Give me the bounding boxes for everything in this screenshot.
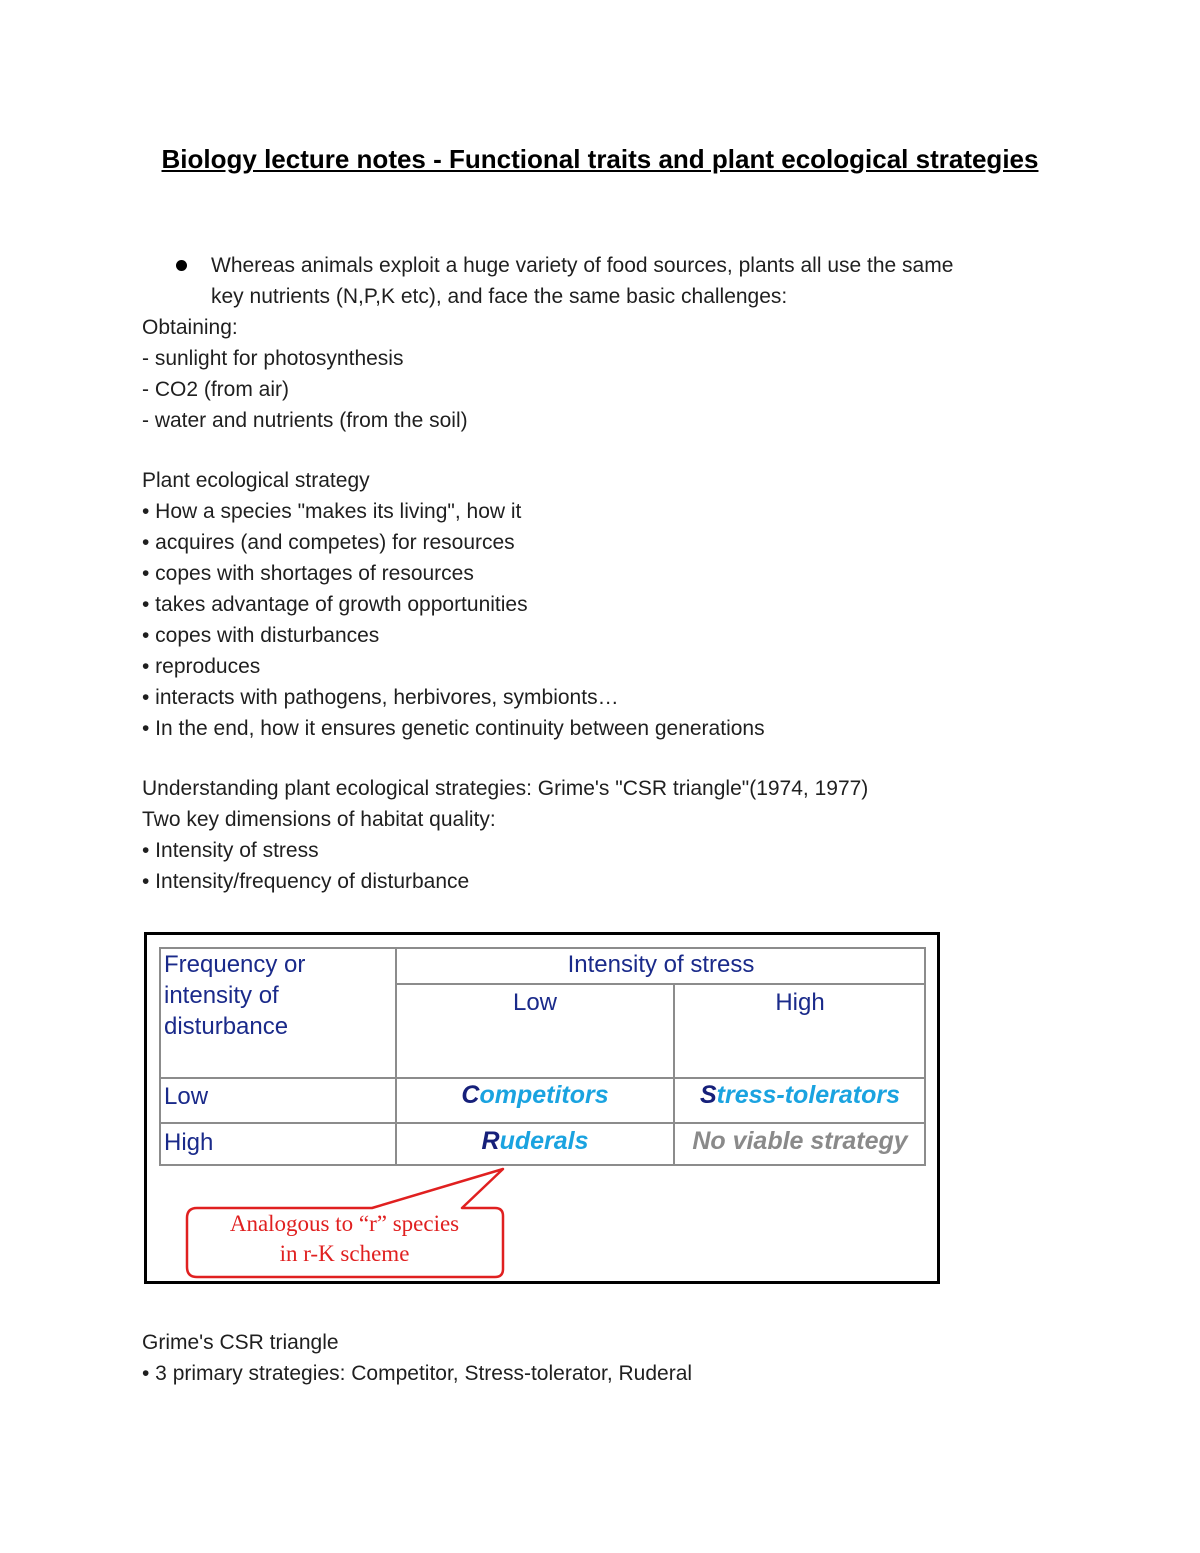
- stress-tolerators-initial: S: [699, 1081, 717, 1109]
- strategy-item: • reproduces: [142, 655, 261, 678]
- row-label-low: Low: [164, 1083, 209, 1110]
- bullet-icon: [176, 260, 187, 271]
- strategy-item: • acquires (and competes) for resources: [142, 531, 515, 554]
- obtaining-heading: Obtaining:: [142, 316, 238, 339]
- obtaining-item: - water and nutrients (from the soil): [142, 409, 468, 432]
- csr-item: • Intensity of stress: [142, 839, 319, 862]
- page-title: Biology lecture notes - Functional traits and plant ecological strategies: [161, 144, 1039, 174]
- strategy-item: • How a species "makes its living", how it: [142, 500, 522, 523]
- no-viable-strategy-cell: No viable strategy: [692, 1127, 908, 1155]
- row-header-line: intensity of: [164, 982, 279, 1009]
- competitors-initial: C: [461, 1081, 480, 1109]
- row-header-line: disturbance: [164, 1013, 289, 1040]
- csr-table-figure: [144, 932, 940, 1284]
- strategy-item: • copes with shortages of resources: [142, 562, 474, 585]
- intro-line-1: Whereas animals exploit a huge variety of food sources, plants all use the same: [211, 254, 954, 277]
- obtaining-item: - sunlight for photosynthesis: [142, 347, 404, 370]
- strategy-item: • takes advantage of growth opportunities: [142, 593, 528, 616]
- callout-line: in r-K scheme: [279, 1241, 410, 1266]
- grime-heading: Grime's CSR triangle: [142, 1331, 339, 1354]
- strategy-item: • In the end, how it ensures genetic continuity between generations: [142, 717, 765, 740]
- csr-heading: Understanding plant ecological strategies: Grime's "CSR triangle"(1974, 1977): [142, 777, 869, 800]
- callout-text: [187, 1209, 502, 1269]
- obtaining-item: - CO2 (from air): [142, 378, 289, 401]
- row-header-line: Frequency or: [164, 951, 306, 978]
- column-header-high: High: [775, 989, 825, 1016]
- column-header-low: Low: [512, 989, 558, 1016]
- grime-item: • 3 primary strategies: Competitor, Stress-tolerator, Ruderal: [142, 1362, 693, 1385]
- competitors-rest: ompetitors: [479, 1081, 609, 1109]
- stress-tolerators-rest: tress-tolerators: [716, 1081, 901, 1109]
- row-label-high: High: [164, 1129, 214, 1156]
- csr-subheading: Two key dimensions of habitat quality:: [142, 808, 496, 831]
- intro-line-2: key nutrients (N,P,K etc), and face the same basic challenges:: [211, 285, 788, 308]
- ruderals-initial: R: [481, 1127, 500, 1155]
- strategy-heading: Plant ecological strategy: [142, 469, 370, 492]
- callout-line: Analogous to “r” species: [229, 1211, 460, 1236]
- csr-item: • Intensity/frequency of disturbance: [142, 870, 470, 893]
- strategy-item: • copes with disturbances: [142, 624, 380, 647]
- column-group-header: Intensity of stress: [567, 951, 755, 978]
- strategy-item: • interacts with pathogens, herbivores, symbionts…: [142, 686, 619, 709]
- ruderals-rest: uderals: [499, 1127, 589, 1155]
